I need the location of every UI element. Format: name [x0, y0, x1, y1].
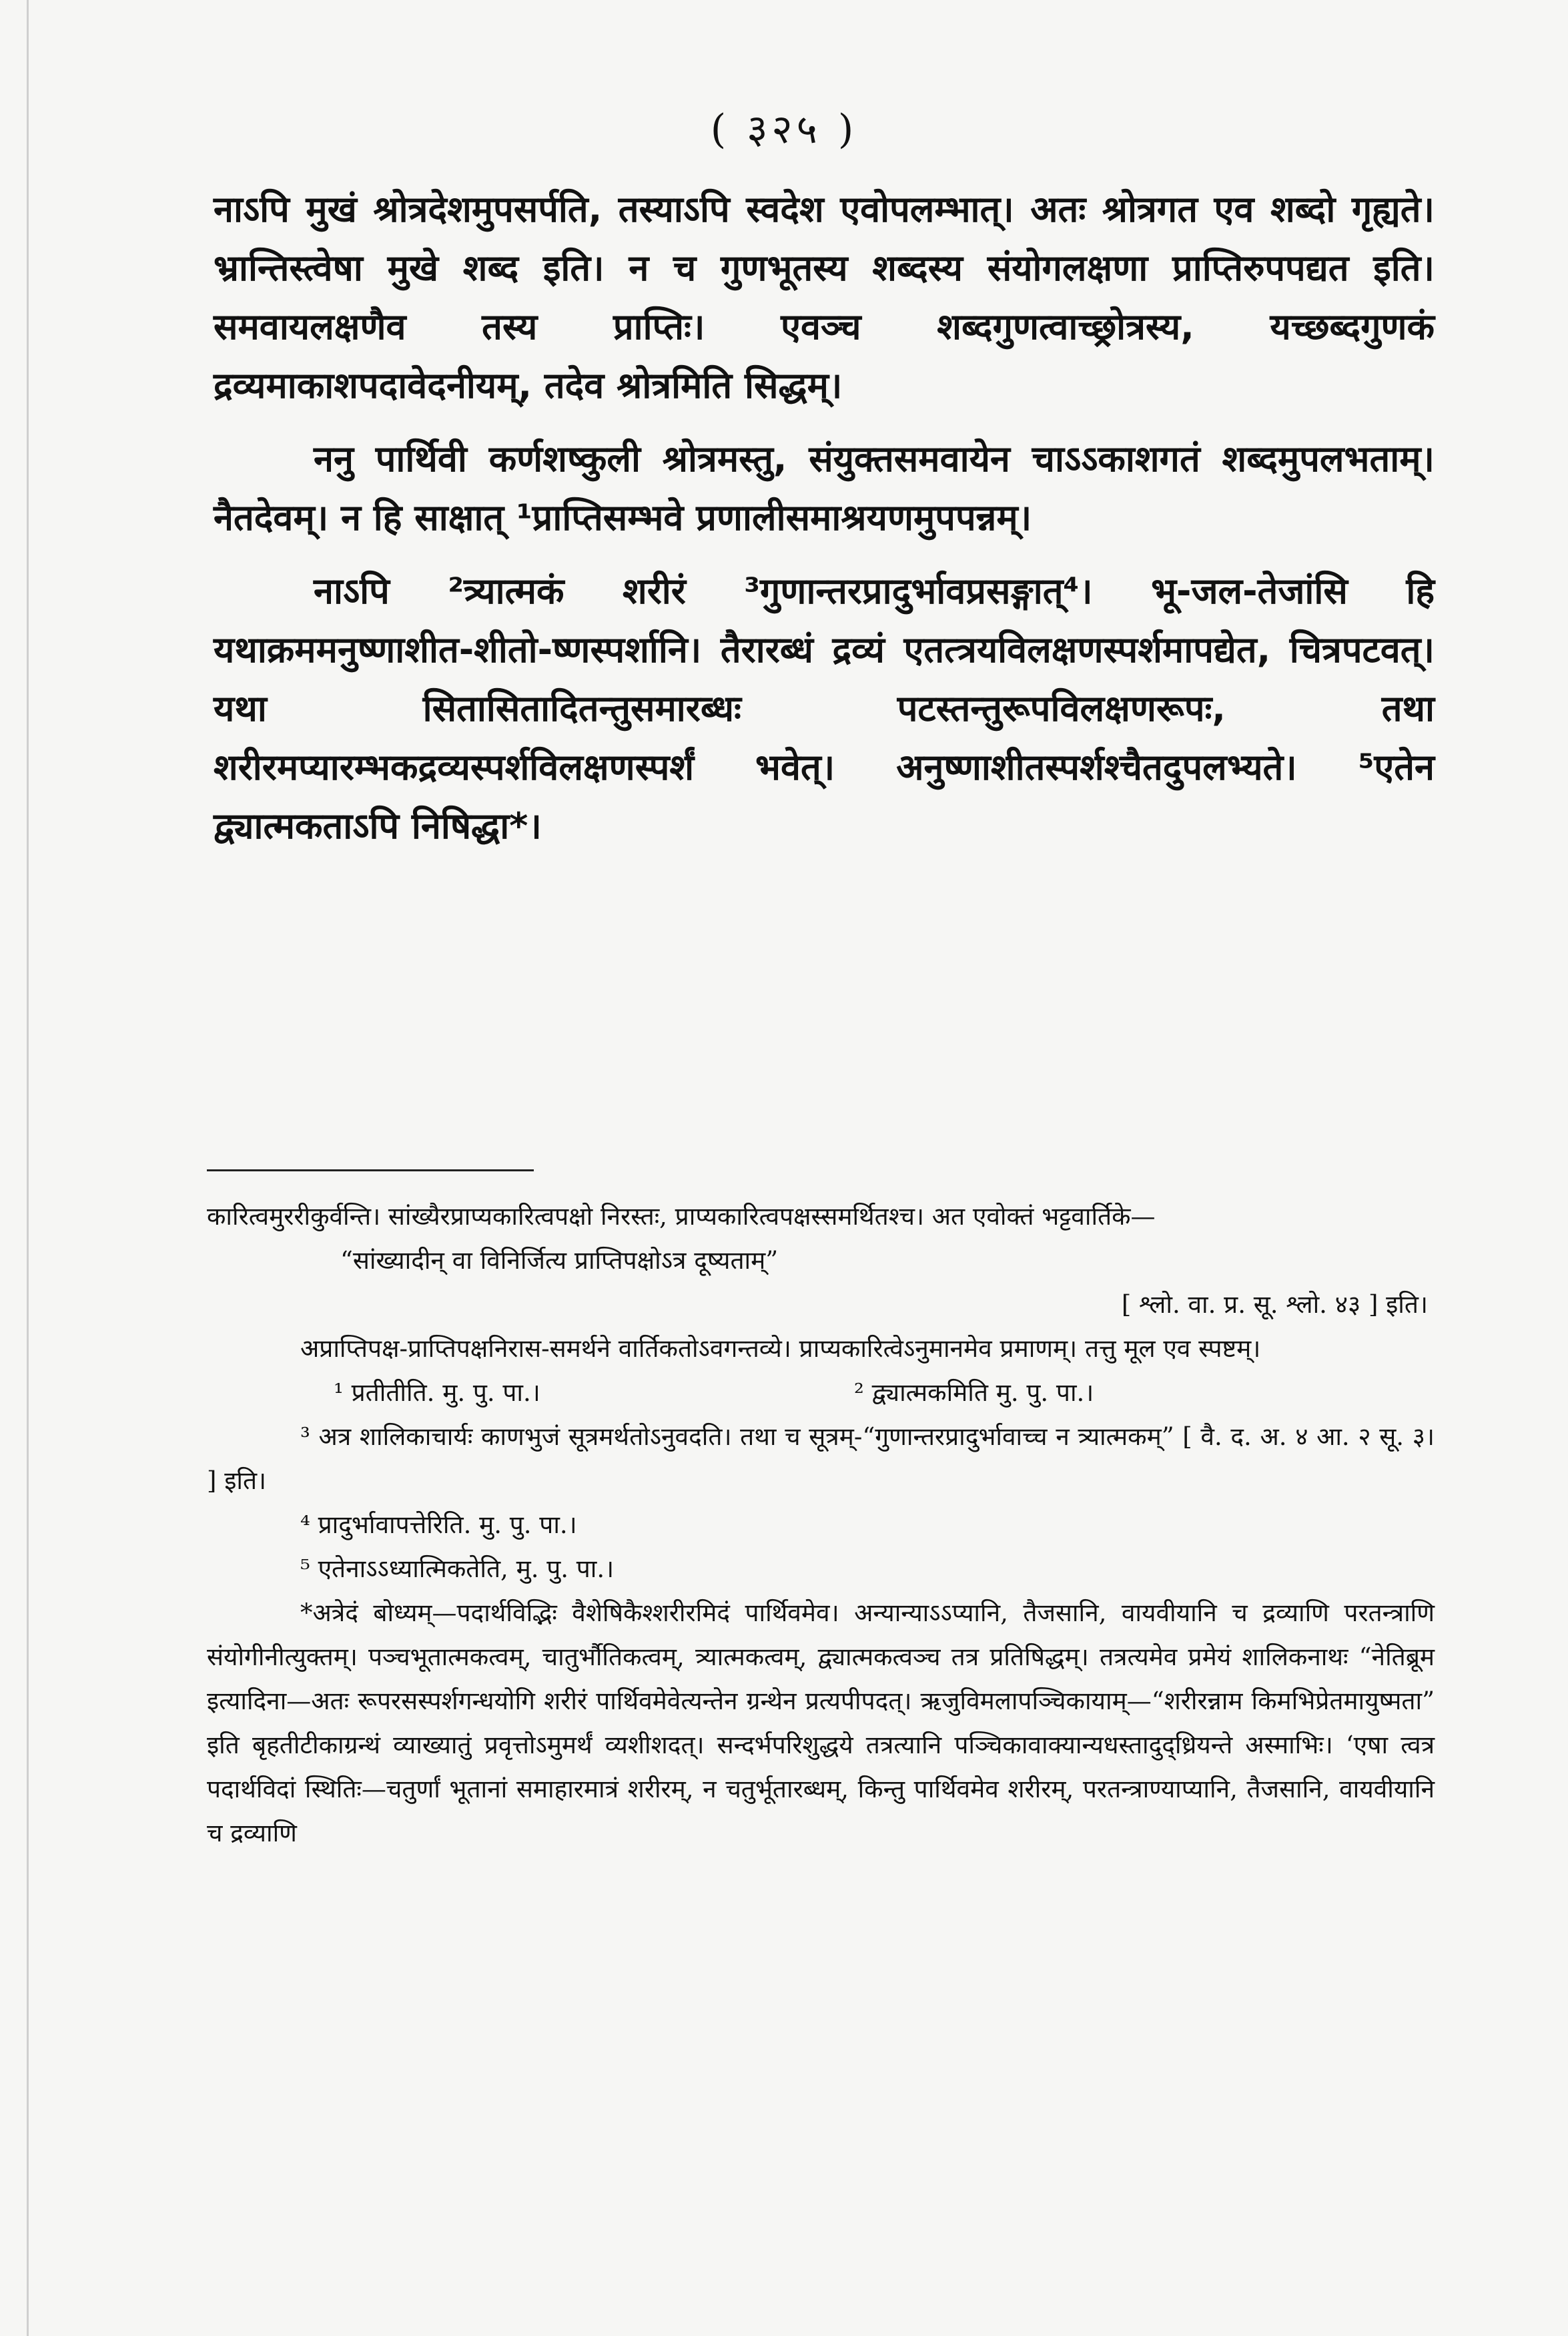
footnote-1: ¹ प्रतीतीति. मु. पु. पा.। — [334, 1378, 540, 1407]
footnote-divider — [207, 1169, 534, 1171]
main-paragraph-1: नाऽपि मुखं श्रोत्रदेशमुपसर्पति, तस्याऽपि स्वदेश एवोपलम्भात्। अतः श्रोत्रगत एव शब्दो गृह्यते। भ्रान्तिस्त्वेषा मुखे शब्द इति। न च गुणभूतस्य शब्दस्य संयोगलक्षणा प्राप्तिरुपपद्यत इति। समवायलक्षणैव तस्य प्राप्तिः। एवञ्च शब्दगुणत्वाच्छ्रोत्रस्य, यच्छब्दगुणकं द्रव्यमाकाशपदावेदनीयम्, तदेव श्रोत्रमिति सिद्धम्। — [214, 188, 1435, 406]
main-text — [214, 180, 1435, 870]
footnote-4: ⁴ प्रादुर्भावापत्तेरिति. मु. पु. पा.। — [300, 1510, 577, 1539]
footnote-3: ³ अत्र शालिकाचार्यः काणभुजं सूत्रमर्थतोऽनुवदति। तथा च सूत्रम्-“गुणान्तरप्रादुर्भावाच्च न त्र्यात्मकम्” [ वै. द. अ. ४ आ. २ सू. ३। ] इति। — [207, 1422, 1435, 1495]
footnote-quote-reference: [ श्लो. वा. प्र. सू. श्लो. ४३ ] इति। — [1121, 1290, 1428, 1319]
footnote-continuation: कारित्वमुररीकुर्वन्ति। सांख्यैरप्राप्यकारित्वपक्षो निरस्तः, प्राप्यकारित्वपक्षस्समर्थितश्च। अत एवोक्तं भट्टवार्तिके— — [207, 1202, 1156, 1231]
footnote-5: ⁵ एतेनाऽऽध्यात्मिकतेति, मु. पु. पा.। — [300, 1554, 615, 1583]
footnotes — [207, 1195, 1435, 1855]
footnote-paragraph: अप्राप्तिपक्ष-प्राप्तिपक्षनिरास-समर्थने वार्तिकतोऽवगन्तव्ये। प्राप्यकारित्वेऽनुमानमेव प्रमाणम्। तत्तु मूल एव स्पष्टम्। — [300, 1334, 1261, 1363]
scan-gutter-line — [27, 0, 29, 2336]
footnote-quote: “सांख्यादीन् वा विनिर्जित्य प्राप्तिपक्षोऽत्र दूष्यताम्” — [340, 1246, 779, 1275]
footnote-2: ² द्व्यात्मकमिति मु. पु. पा.। — [854, 1378, 1094, 1407]
main-paragraph-2: ननु पार्थिवी कर्णशष्कुली श्रोत्रमस्तु, संयुक्तसमवायेन चाऽऽकाशगतं शब्दमुपलभताम्। नैतदेवम्। न हि साक्षात् ¹प्राप्तिसम्भवे प्रणालीसमाश्रयणमुपपन्नम्। — [214, 438, 1435, 539]
footnote-row-1-2 — [207, 1371, 1435, 1415]
page-number: ( ३२५ ) — [710, 106, 858, 153]
main-paragraph-3: नाऽपि ²त्र्यात्मकं शरीरं ³गुणान्तरप्रादुर्भावप्रसङ्गात्⁴। भू-जल-तेजांसि हि यथाक्रममनुष्णाशीत-शीतो-ष्णस्पर्शानि। तैरारब्धं द्रव्यं एतत्त्रयविलक्षणस्पर्शमापद्येत, चित्रपटवत्। यथा सितासितादितन्तुसमारब्धः पटस्तन्तुरूपविलक्षणरूपः, तथा शरीरमप्यारम्भकद्रव्यस्पर्शविलक्षणस्पर्शं भवेत्। अनुष्णाशीतस्पर्शश्चैतदुपलभ्यते। ⁵एतेन द्व्यात्मकताऽपि निषिद्धा*। — [214, 570, 1435, 847]
footnote-star: *अत्रेदं बोध्यम्—पदार्थविद्भिः वैशेषिकैश्शरीरमिदं पार्थिवमेव। अन्यान्याऽऽप्यानि, तैजसानि, वायवीयानि च द्रव्याणि परतन्त्राणि संयोगीनीत्युक्तम्। पञ्चभूतात्मकत्वम्, चातुर्भौतिकत्वम्, त्र्यात्मकत्वम्, द्व्यात्मकत्वञ्च तत्र प्रतिषिद्धम्। तत्रत्यमेव प्रमेयं शालिकनाथः “नेतिब्रूम इत्यादिना—अतः रूपरसस्पर्शगन्धयोगि शरीरं पार्थिवमेवेत्यन्तेन ग्रन्थेन प्रत्यपीपदत्। ऋजुविमलापञ्चिकायाम्—“शरीरन्नाम किमभिप्रेतमायुष्मता” इति बृहतीटीकाग्रन्थं व्याख्यातुं प्रवृत्तोऽमुमर्थं व्यशीशदत्। सन्दर्भपरिशुद्धये तत्रत्यानि पञ्चिकावाक्यान्यधस्तादुद्ध्रियन्ते अस्माभिः। ‘एषा त्वत्र पदार्थविदां स्थितिः—चतुर्णां भूतानां समाहारमात्रं शरीरम्, न चतुर्भूतारब्धम्, किन्तु पार्थिवमेव शरीरम्, परतन्त्राण्याप्यानि, तैजसानि, वायवीयानि च द्रव्याणि — [207, 1598, 1435, 1847]
